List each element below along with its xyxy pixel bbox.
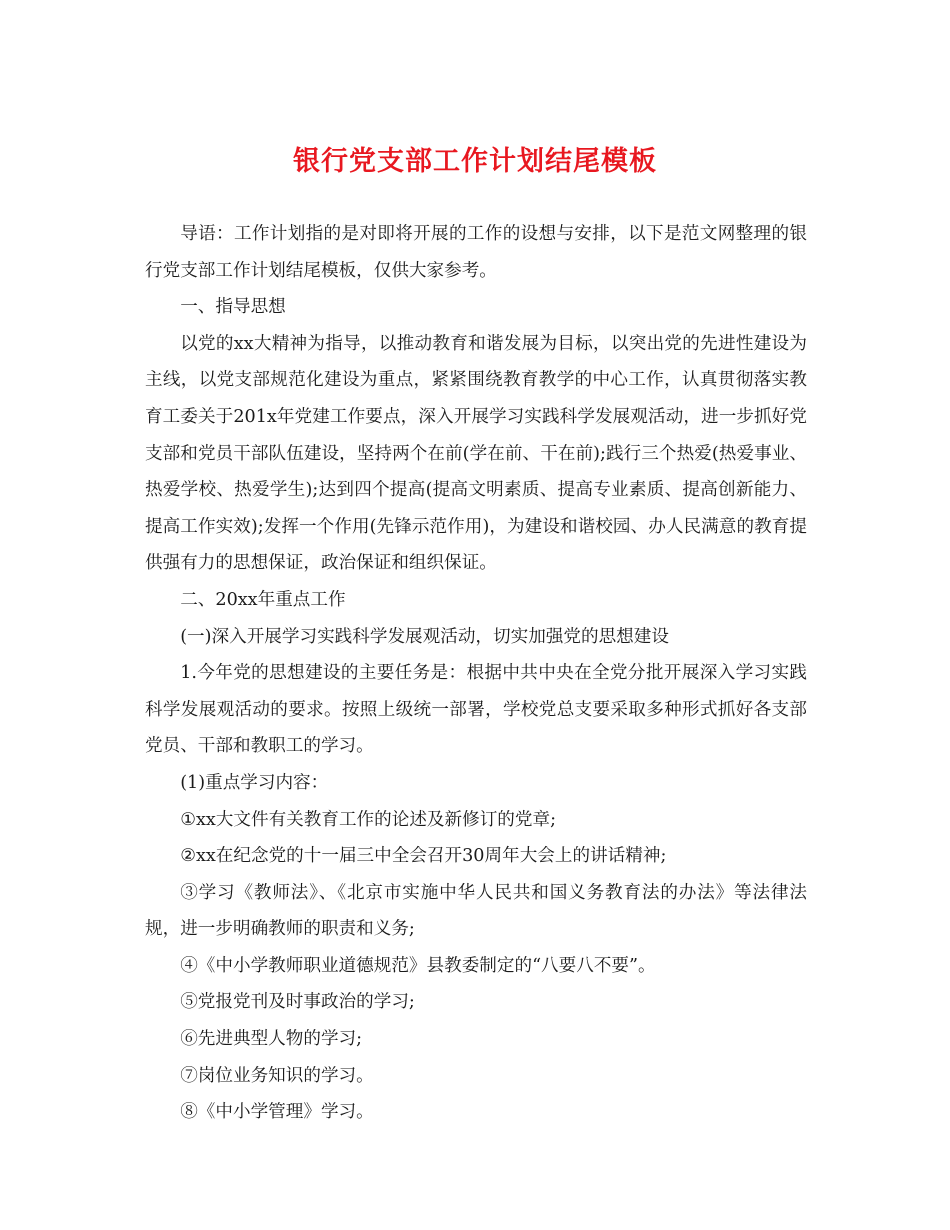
body-paragraph: 以党的xx大精神为指导，以推动教育和谐发展为目标，以突出党的先进性建设为主线，以党支部规范化建设为重点，紧紧围绕教育教学的中心工作，认真贯彻落实教育工委关于201x年党建工作要点，深入开展学习实践科学发展观活动，进一步抓好党支部和党员干部队伍建设，坚持两个在前(学在前、干在前);践行三个热爱(热爱事业、热爱学校、热爱学生);达到四个提高(提高文明素质、提高专业素质、提高创新能力、提高工作实效);发挥一个作用(先锋示范作用)，为建设和谐校园、办人民满意的教育提供强有力的思想保证，政治保证和组织保证。 xyxy=(145,333,807,574)
document-title: 银行党支部工作计划结尾模板 xyxy=(293,146,657,177)
list-item: ②xx在纪念党的十一届三中全会召开30周年大会上的讲话精神; xyxy=(180,846,667,867)
list-item: ⑦岗位业务知识的学习。 xyxy=(180,1065,374,1086)
intro-paragraph: 导语：工作计划指的是对即将开展的工作的设想与安排，以下是范文网整理的银行党支部工作计划结尾模板，仅供大家参考。 xyxy=(145,224,807,281)
list-heading: (1)重点学习内容： xyxy=(180,772,329,793)
list-item: ⑥先进典型人物的学习; xyxy=(180,1029,363,1050)
subsection-heading: (一)深入开展学习实践科学发展观活动，切实加强党的思想建设 xyxy=(180,626,669,647)
list-item: ③学习《教师法》、《北京市实施中华人民共和国义务教育法的办法》等法律法规，进一步明确教师的职责和义务; xyxy=(145,882,807,940)
list-item: ④《中小学教师职业道德规范》县教委制定的“八要八不要”。 xyxy=(180,955,656,976)
list-item: ①xx大文件有关教育工作的论述及新修订的党章; xyxy=(180,809,557,830)
body-paragraph: 1.今年党的思想建设的主要任务是：根据中共中央在全党分批开展深入学习实践科学发展观活动的要求。按照上级统一部署，学校党总支要采取多种形式抓好各支部党员、干部和教职工的学习。 xyxy=(145,663,807,757)
document-body xyxy=(145,216,807,1131)
section-heading: 一、指导思想 xyxy=(180,297,286,318)
section-heading: 二、20xx年重点工作 xyxy=(180,589,346,610)
list-item: ⑤党报党刊及时事政治的学习; xyxy=(180,992,415,1013)
list-item: ⑧《中小学管理》学习。 xyxy=(180,1102,374,1123)
